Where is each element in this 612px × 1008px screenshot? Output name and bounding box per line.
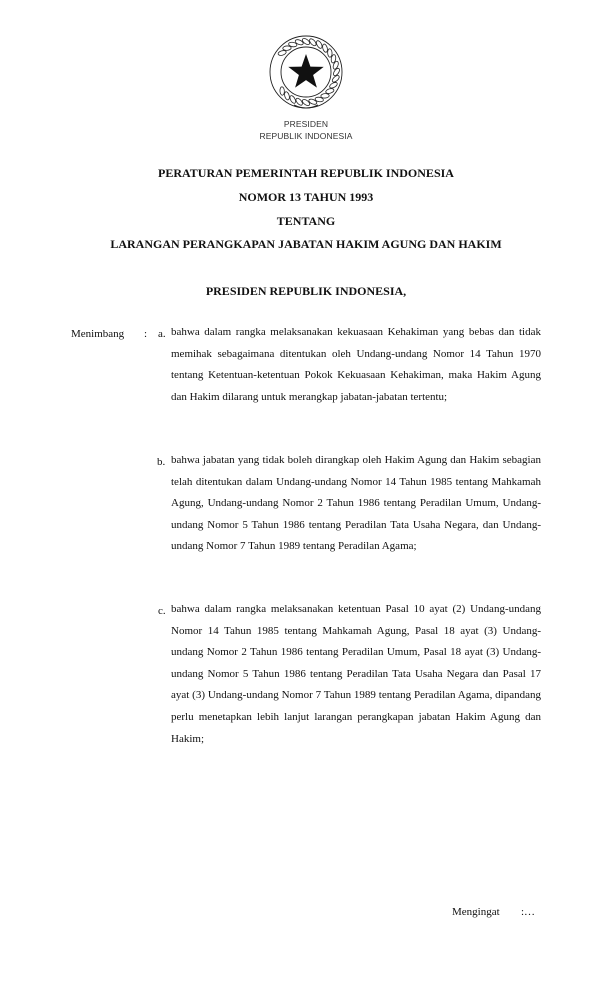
regulation-title: PERATURAN PEMERINTAH REPUBLIK INDONESIA	[158, 166, 454, 180]
star-wreath-icon	[266, 32, 346, 112]
office-title: PRESIDEN	[283, 119, 329, 129]
considering-item-c: bahwa dalam rangka melaksanakan ketentuan Pasal 10 ayat (2) Undang-undang Nomor 14 Tahun 1985 tentang Mahkamah Agung, Pasal 18 ayat (3) Undang-undang Nomor 2 Tahun 1986 tentang Peradilan Umum, Pasal 18 ayat (3) Undang-undang Nomor 5 Tahun 1986 tentang Peradilan Tata Usaha Negara dan Pasal 17 ayat (3) Undang-undang Nomor 7 Tahun 1989 tentang Peradilan Agama, dipandang perlu menetapkan lebih lanjut larangan perangkapan jabatan Hakim Agung dan Hakim;	[171, 603, 541, 745]
next-page-label: Mengingat	[452, 906, 500, 918]
considering-item-a: bahwa dalam rangka melaksanakan kekuasaan Kehakiman yang bebas dan tidak memihak sebagaimana ditentukan oleh Undang-undang Nomor 14 Tahun 1970 tentang Ketentuan-ketentuan Pokok Kekuasaan Kehakiman, maka Hakim Agung dan Hakim dilarang untuk merangkap jabatan-jabatan tertentu;	[171, 326, 541, 403]
item-letter-b: b.	[157, 456, 166, 468]
regulation-number: NOMOR 13 TAHUN 1993	[238, 190, 374, 204]
regulation-subject: LARANGAN PERANGKAPAN JABATAN HAKIM AGUNG DAN HAKIM	[110, 237, 502, 251]
presidential-seal-emblem	[266, 32, 346, 112]
next-page-continuation: :…	[521, 906, 536, 918]
president-heading: PRESIDEN REPUBLIK INDONESIA,	[205, 284, 407, 298]
item-letter-c: c.	[158, 605, 166, 617]
item-letter-a: a.	[158, 328, 166, 340]
office-subtitle: REPUBLIK INDONESIA	[259, 131, 353, 141]
considering-item-b: bahwa jabatan yang tidak boleh dirangkap oleh Hakim Agung dan Hakim sebagian telah ditentukan dalam Undang-undang Nomor 14 Tahun 1985 tentang Mahkamah Agung, Undang-undang Nomor 2 Tahun 1986 tentang Peradilan Umum, Undang-undang Nomor 5 Tahun 1986 tentang Peradilan Tata Usaha Negara, dan Undang-undang Nomor 7 Tahun 1989 tentang Peradilan Agama;	[171, 454, 541, 553]
considering-separator: :	[144, 328, 148, 340]
regulation-about: TENTANG	[276, 214, 336, 228]
considering-label: Menimbang	[71, 328, 125, 340]
